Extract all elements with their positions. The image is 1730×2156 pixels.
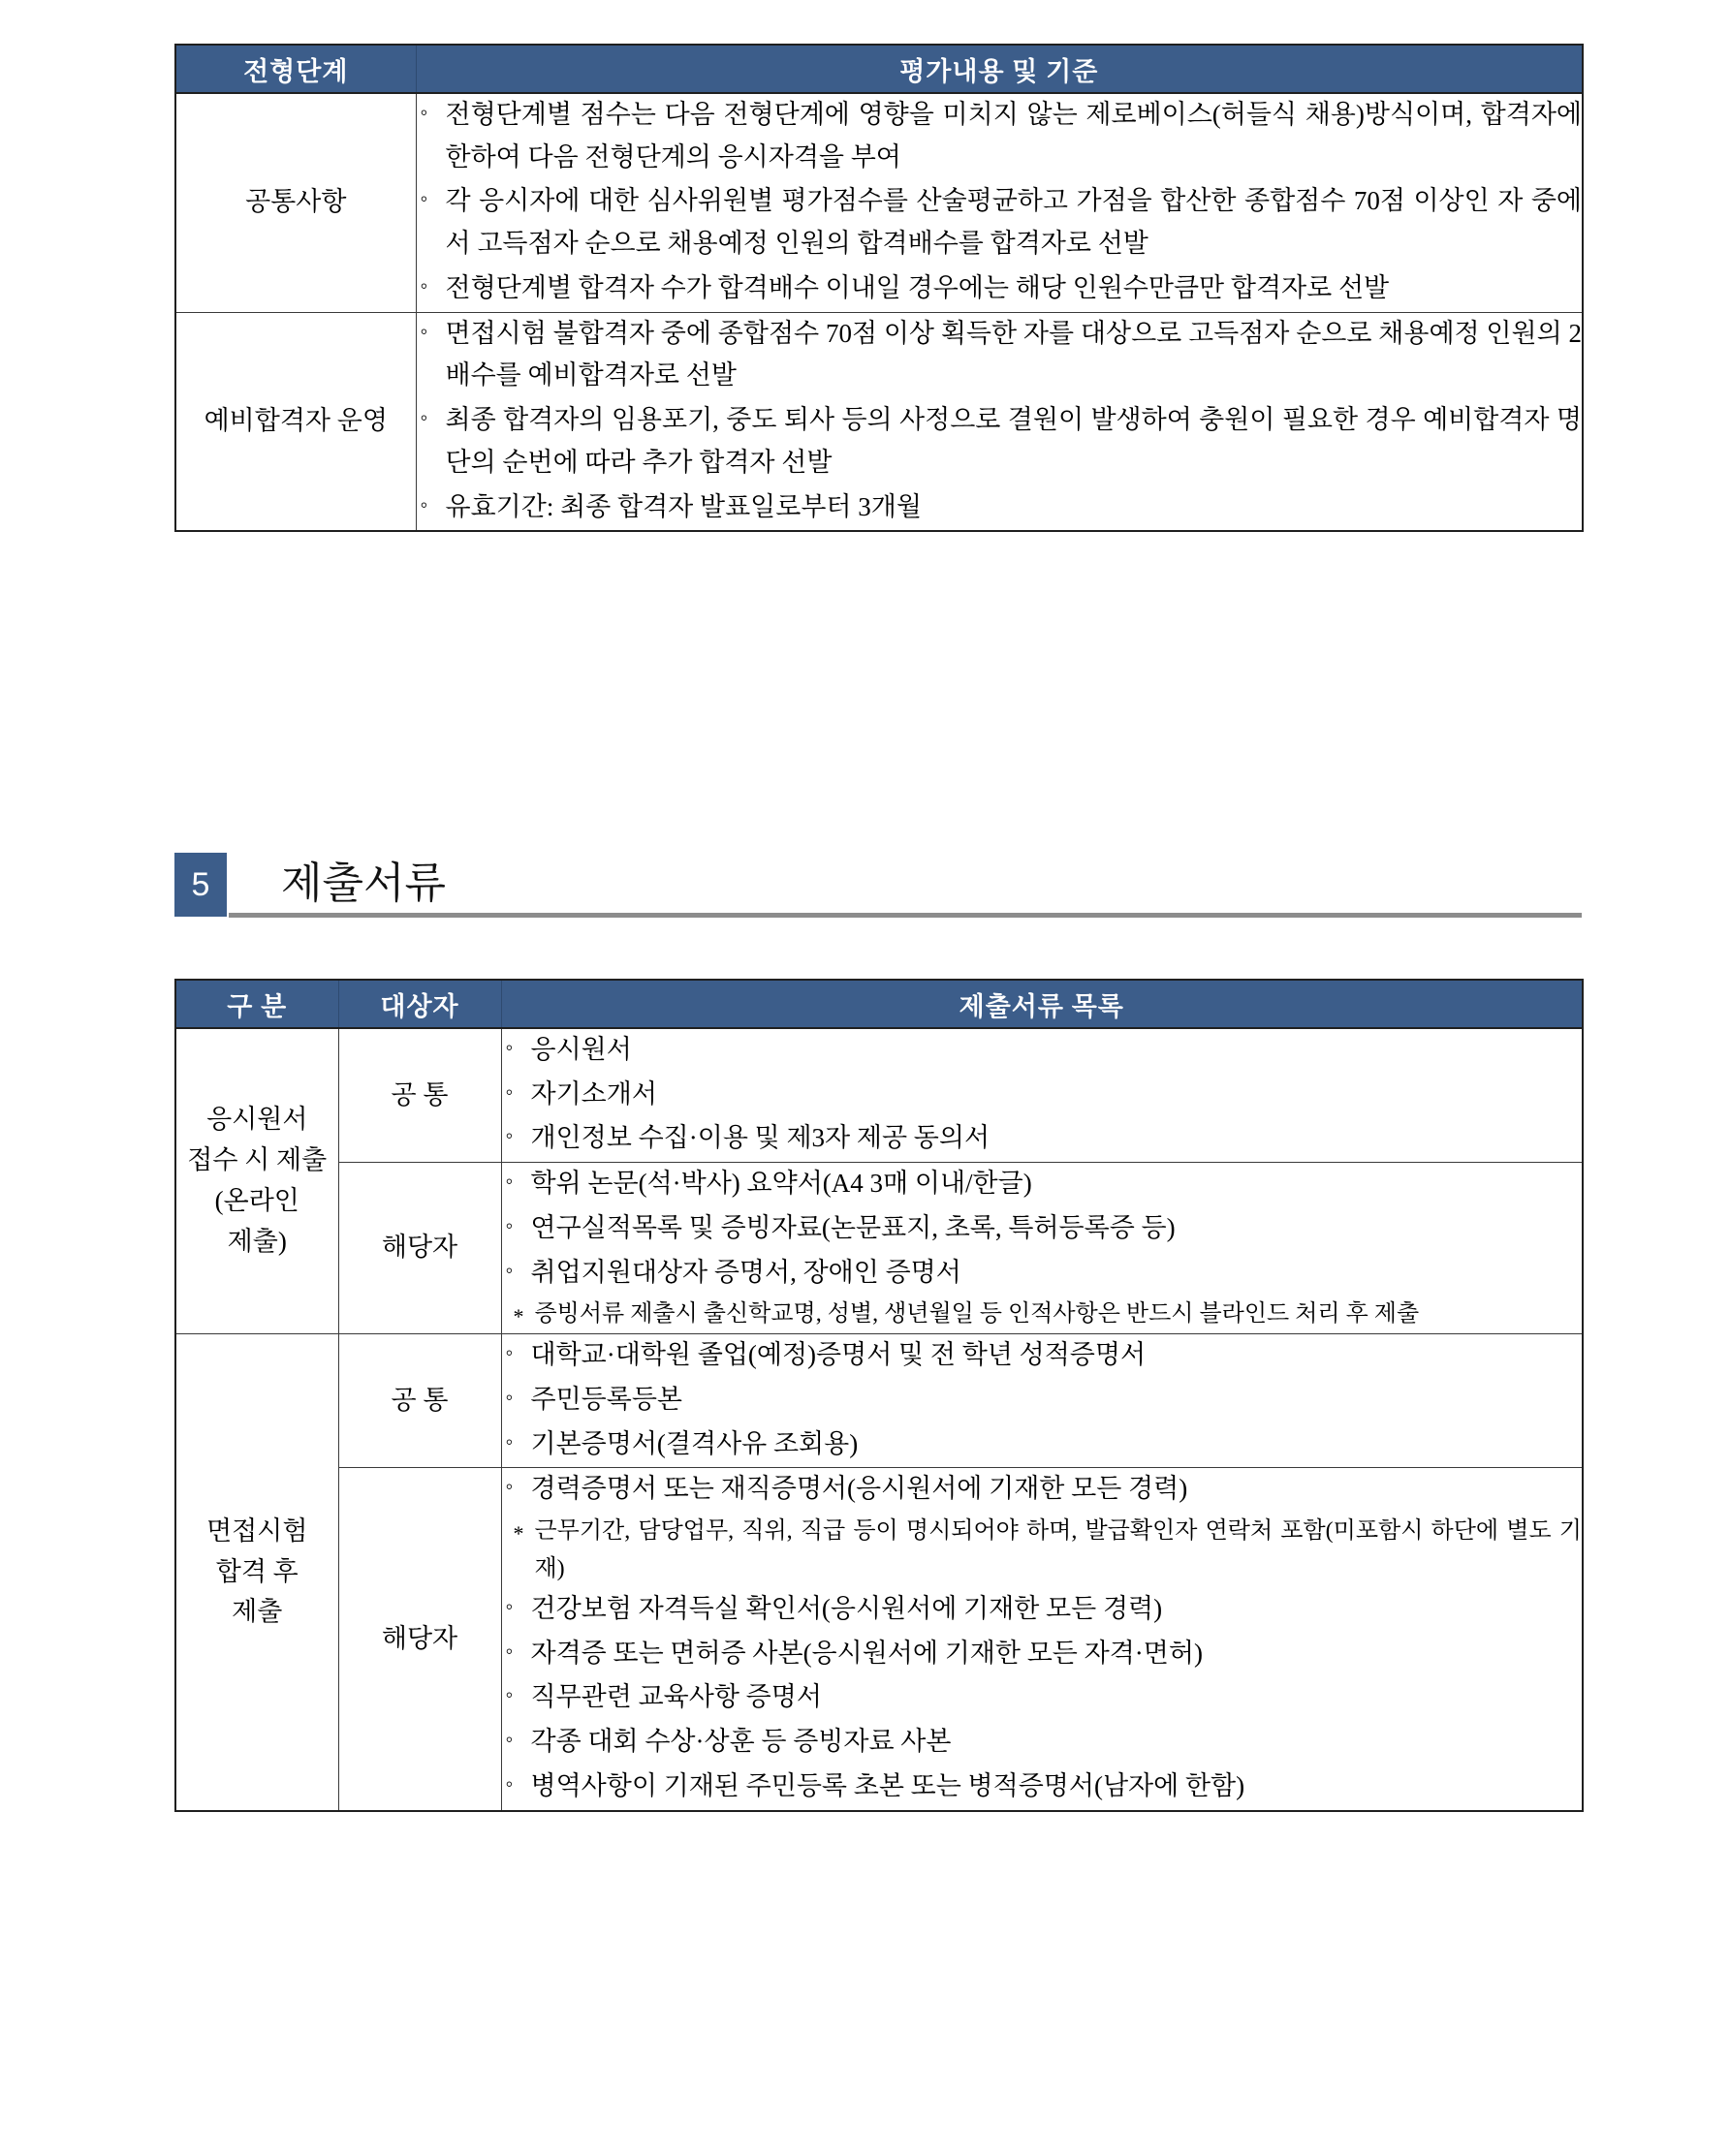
list-item: ◦ 건강보험 자격득실 확인서(응시원서에 기재한 모든 경력) bbox=[502, 1588, 1583, 1631]
label-line: 제출) bbox=[227, 1226, 287, 1256]
target-label-common: 공 통 bbox=[338, 1028, 501, 1163]
list-item: ◦ 개인정보 수집·이용 및 제3자 제공 동의서 bbox=[502, 1117, 1583, 1160]
row-label-reserve: 예비합격자 운영 bbox=[175, 312, 416, 531]
label-line: 접수 시 제출 bbox=[187, 1145, 328, 1175]
list-item: ◦ 경력증명서 또는 재직증명서(응시원서에 기재한 모든 경력) bbox=[502, 1468, 1583, 1511]
section-divider bbox=[229, 913, 1582, 918]
list-item-note: * 근무기간, 담당업무, 직위, 직급 등이 명시되어야 하며, 발급확인자 연락처 포함(미포함시 하단에 별도 기재) bbox=[502, 1513, 1583, 1588]
table-row bbox=[175, 1163, 1583, 1334]
list-item: ◦ 응시원서 bbox=[502, 1029, 1583, 1072]
list-item: ◦ 전형단계별 합격자 수가 합격배수 이내일 경우에는 해당 인원수만큼만 합격자로 선발 bbox=[417, 267, 1583, 310]
list-item: ◦ 전형단계별 점수는 다음 전형단계에 영향을 미치지 않는 제로베이스(허들식 채용)방식이며, 합격자에 한하여 다음 전형단계의 응시자격을 부여 bbox=[417, 94, 1583, 178]
table-header-row bbox=[175, 980, 1583, 1028]
column-header-division: 구 분 bbox=[175, 980, 338, 1028]
target-label-applicable: 해당자 bbox=[338, 1163, 501, 1334]
table-row bbox=[175, 1334, 1583, 1468]
group-label-after-interview bbox=[175, 1334, 338, 1811]
column-header-stage: 전형단계 bbox=[175, 45, 416, 93]
row-content-reserve bbox=[416, 312, 1583, 531]
table-row bbox=[175, 93, 1583, 312]
label-line: 제출 bbox=[232, 1597, 283, 1627]
list-item: ◦ 취업지원대상자 증명서, 장애인 증명서 bbox=[502, 1252, 1583, 1295]
list-item: ◦ 병역사항이 기재된 주민등록 초본 또는 병적증명서(남자에 한함) bbox=[502, 1765, 1583, 1808]
list-item-note: * 증빙서류 제출시 출신학교명, 성별, 생년월일 등 인적사항은 반드시 블라인드 처리 후 제출 bbox=[502, 1296, 1583, 1333]
list-item: ◦ 직무관련 교육사항 증명서 bbox=[502, 1676, 1583, 1719]
list-item: ◦ 자격증 또는 면허증 사본(응시원서에 기재한 모든 자격·면허) bbox=[502, 1633, 1583, 1675]
column-header-document-list: 제출서류 목록 bbox=[501, 980, 1583, 1028]
section-number-badge: 5 bbox=[174, 853, 227, 917]
table-row bbox=[175, 1028, 1583, 1163]
row-label-common: 공통사항 bbox=[175, 93, 416, 312]
bullet-list bbox=[502, 1588, 1583, 1808]
bullet-list bbox=[502, 1029, 1583, 1160]
evaluation-criteria-table bbox=[174, 44, 1584, 532]
table-row bbox=[175, 1468, 1583, 1811]
label-line: 합격 후 bbox=[215, 1556, 299, 1586]
bullet-list bbox=[502, 1163, 1583, 1294]
bullet-list bbox=[417, 94, 1583, 310]
group-label-application-submission bbox=[175, 1028, 338, 1334]
list-item: ◦ 자기소개서 bbox=[502, 1074, 1583, 1116]
list-item: ◦ 연구실적목록 및 증빙자료(논문표지, 초록, 특허등록증 등) bbox=[502, 1207, 1583, 1250]
label-line: 면접시험 bbox=[206, 1515, 308, 1546]
bullet-list bbox=[417, 313, 1583, 529]
section-title: 제출서류 bbox=[281, 859, 447, 907]
column-header-target: 대상자 bbox=[338, 980, 501, 1028]
list-item: ◦ 각종 대회 수상·상훈 등 증빙자료 사본 bbox=[502, 1721, 1583, 1764]
document-list-common bbox=[501, 1028, 1583, 1163]
list-item: ◦ 학위 논문(석·박사) 요약서(A4 3매 이내/한글) bbox=[502, 1163, 1583, 1205]
list-item: ◦ 기본증명서(결격사유 조회용) bbox=[502, 1423, 1583, 1466]
list-item: ◦ 유효기간: 최종 합격자 발표일로부터 3개월 bbox=[417, 486, 1583, 529]
label-line: 응시원서 bbox=[206, 1105, 308, 1135]
target-label-common: 공 통 bbox=[338, 1334, 501, 1468]
table-header-row bbox=[175, 45, 1583, 93]
submission-documents-table bbox=[174, 979, 1584, 1812]
list-item: ◦ 최종 합격자의 임용포기, 중도 퇴사 등의 사정으로 결원이 발생하여 충원이 필요한 경우 예비합격자 명단의 순번에 따라 추가 합격자 선발 bbox=[417, 399, 1583, 484]
list-item: ◦ 각 응시자에 대한 심사위원별 평가점수를 산술평균하고 가점을 합산한 종합점수 70점 이상인 자 중에서 고득점자 순으로 채용예정 인원의 합격배수를 합격자로 선발 bbox=[417, 180, 1583, 265]
document-list-common bbox=[501, 1334, 1583, 1468]
bullet-list bbox=[502, 1468, 1583, 1511]
list-item: ◦ 면접시험 불합격자 중에 종합점수 70점 이상 획득한 자를 대상으로 고득점자 순으로 채용예정 인원의 2배수를 예비합격자로 선발 bbox=[417, 313, 1583, 397]
row-content-common bbox=[416, 93, 1583, 312]
list-item: ◦ 주민등록등본 bbox=[502, 1379, 1583, 1422]
section-heading bbox=[174, 853, 1582, 921]
column-header-criteria: 평가내용 및 기준 bbox=[416, 45, 1583, 93]
document-list-applicable bbox=[501, 1163, 1583, 1334]
document-list-applicable bbox=[501, 1468, 1583, 1811]
table-row bbox=[175, 312, 1583, 531]
list-item: ◦ 대학교·대학원 졸업(예정)증명서 및 전 학년 성적증명서 bbox=[502, 1334, 1583, 1377]
bullet-list bbox=[502, 1334, 1583, 1465]
target-label-applicable: 해당자 bbox=[338, 1468, 501, 1811]
label-line: (온라인 bbox=[214, 1186, 299, 1216]
